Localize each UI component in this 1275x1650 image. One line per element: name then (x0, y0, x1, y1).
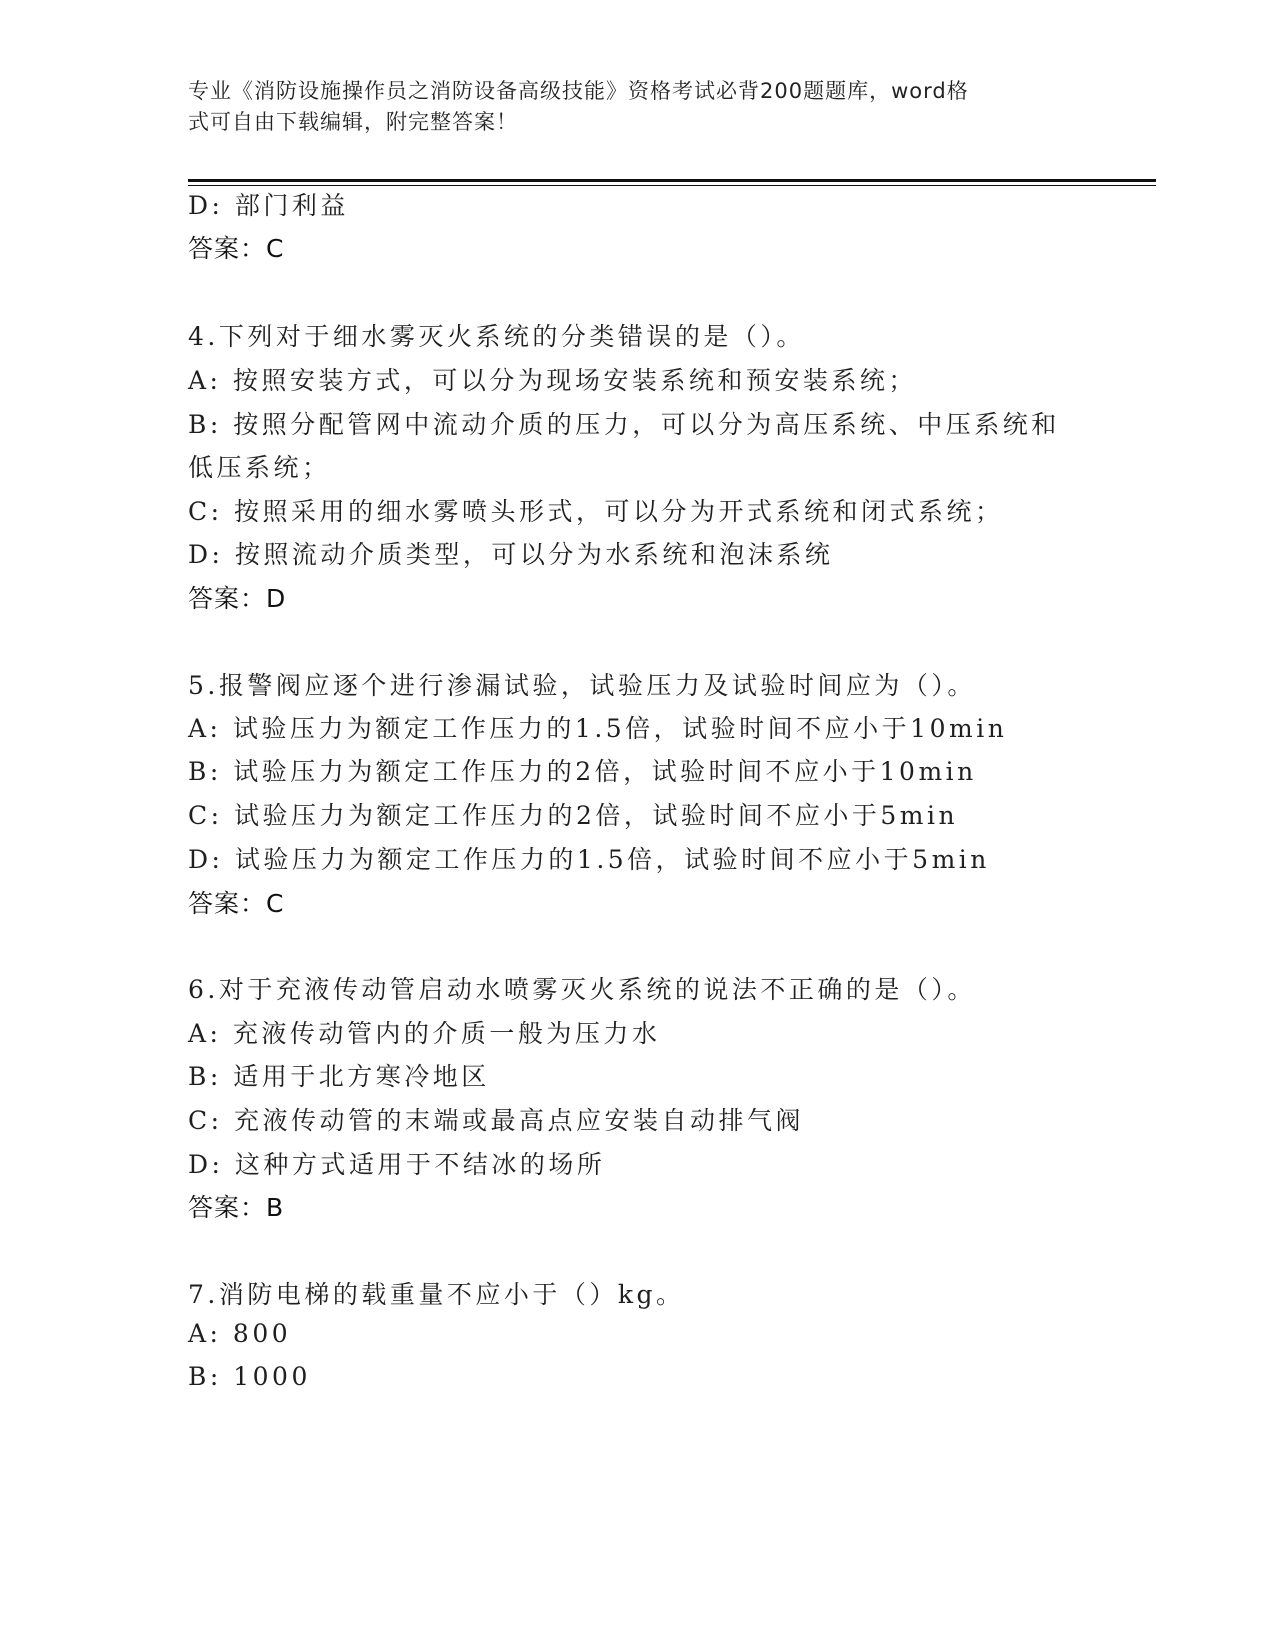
q4-answer: 答案：D (188, 584, 287, 613)
q7-option-a: A: 800 (188, 1319, 292, 1348)
q6-option-c: C: 充液传动管的末端或最高点应安装自动排气阀 (188, 1106, 804, 1135)
q6-option-b: B: 适用于北方寒冷地区 (188, 1062, 490, 1091)
q4-option-a: A: 按照安装方式，可以分为现场安装系统和预安装系统； (188, 366, 917, 395)
header-line-2: 式可自由下载编辑，附完整答案！ (188, 110, 518, 134)
header-divider-thick (188, 179, 1156, 182)
q5-option-a: A: 试验压力为额定工作压力的1.5倍，试验时间不应小于10min (188, 714, 1008, 743)
q6-option-a: A: 充液传动管内的介质一般为压力水 (188, 1019, 661, 1048)
q5-option-d: D: 试验压力为额定工作压力的1.5倍，试验时间不应小于5min (188, 845, 990, 874)
document-header (188, 76, 1068, 138)
q4-option-b-line-1: B: 按照分配管网中流动介质的压力，可以分为高压系统、中压系统和 (188, 410, 1060, 439)
q6-answer: 答案：B (188, 1193, 285, 1222)
q5-stem: 5.报警阀应逐个进行渗漏试验，试验压力及试验时间应为（）。 (188, 671, 976, 700)
q6-stem: 6.对于充液传动管启动水喷雾灭火系统的说法不正确的是（）。 (188, 975, 976, 1004)
q5-option-c: C: 试验压力为额定工作压力的2倍，试验时间不应小于5min (188, 801, 959, 830)
q3-option-d: D: 部门利益 (188, 191, 349, 220)
q5-answer: 答案：C (188, 889, 285, 918)
q4-stem: 4.下列对于细水雾灭火系统的分类错误的是（）。 (188, 322, 805, 351)
q4-option-d: D: 按照流动介质类型，可以分为水系统和泡沫系统 (188, 540, 834, 569)
q5-option-b: B: 试验压力为额定工作压力的2倍，试验时间不应小于10min (188, 757, 977, 786)
q4-option-b-line-2: 低压系统； (188, 453, 331, 482)
q3-answer: 答案：C (188, 234, 285, 263)
q7-stem: 7.消防电梯的载重量不应小于（）kg。 (188, 1280, 685, 1309)
q6-option-d: D: 这种方式适用于不结冰的场所 (188, 1150, 606, 1179)
q4-option-c: C: 按照采用的细水雾喷头形式，可以分为开式系统和闭式系统； (188, 497, 1004, 526)
q7-option-b: B: 1000 (188, 1362, 311, 1391)
header-line-1: 专业《消防设施操作员之消防设备高级技能》资格考试必背200题题库，word格 (188, 79, 969, 103)
